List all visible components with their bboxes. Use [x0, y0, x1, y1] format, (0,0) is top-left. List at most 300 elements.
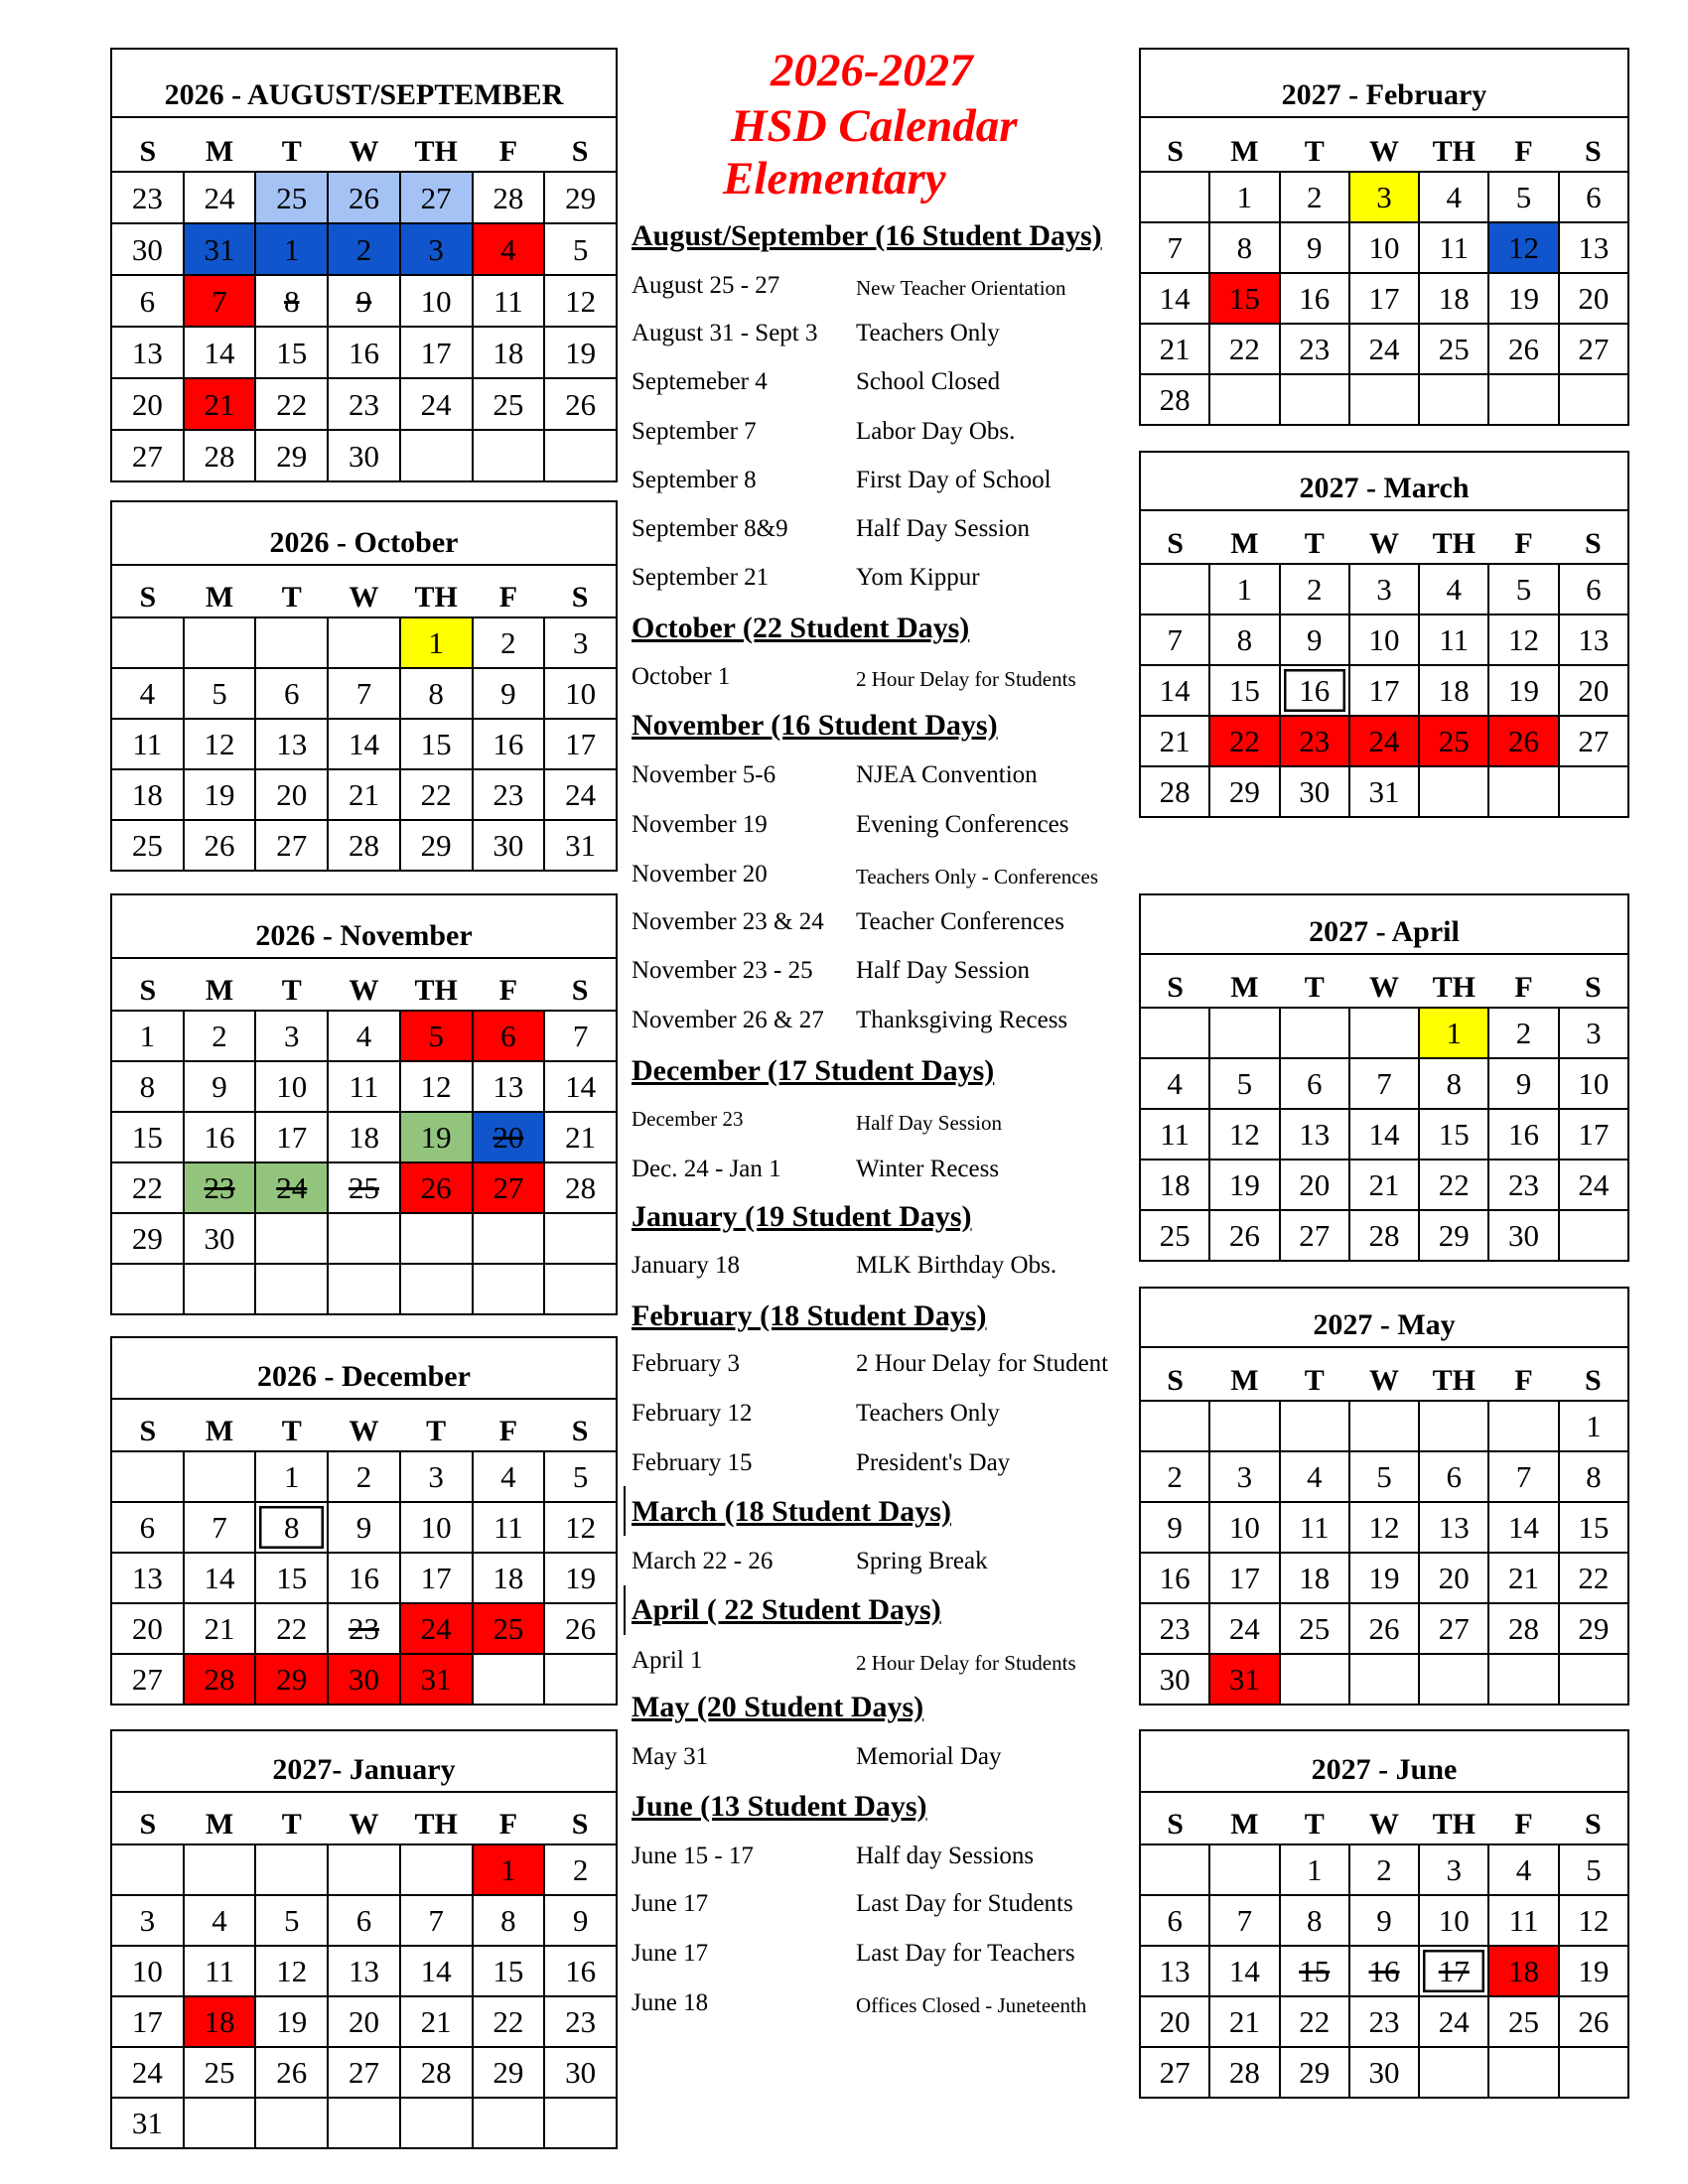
day-number: 13 [1578, 230, 1610, 265]
day-cell [111, 430, 184, 481]
day-cell [328, 719, 400, 769]
empty-day-cell [111, 1844, 184, 1895]
event-description: Yom Kippur [856, 564, 980, 591]
week-row [1140, 324, 1628, 374]
day-number: 5 [572, 231, 589, 267]
day-number: 12 [276, 1954, 308, 1988]
day-number: 23 [1368, 2004, 1400, 2039]
event-date: March 22 - 26 [632, 1548, 774, 1574]
day-cell [1349, 172, 1419, 222]
event-date: June 18 [632, 1989, 709, 2016]
day-cell [1559, 1553, 1628, 1603]
month-calendar-november [110, 893, 618, 1315]
day-cell [255, 1162, 328, 1213]
day-number: 3 [1586, 1016, 1602, 1050]
day-cell [1419, 1603, 1488, 1654]
event-description: Spring Break [856, 1548, 988, 1574]
day-cell [400, 1061, 473, 1112]
day-cell [1209, 1058, 1279, 1109]
day-number: 6 [1167, 1903, 1183, 1938]
weekday-header: M [184, 1399, 256, 1451]
day-number: 19 [204, 777, 235, 812]
day-cell [473, 378, 545, 430]
day-number: 8 [1446, 1066, 1463, 1101]
weekday-header: W [328, 1792, 400, 1844]
day-cell [1280, 172, 1349, 222]
day-number: 1 [1236, 572, 1253, 607]
day-number: 1 [1236, 180, 1253, 214]
empty-day-cell [1140, 172, 1209, 222]
day-cell [111, 223, 184, 275]
day-cell [1349, 614, 1419, 665]
day-cell [184, 430, 256, 481]
event-description: President's Day [856, 1449, 1011, 1476]
day-cell [1209, 172, 1279, 222]
day-number: 22 [1299, 2004, 1331, 2039]
day-number: 5 [1376, 1459, 1392, 1494]
weekday-header: T [1280, 1792, 1349, 1844]
empty-day-cell [1559, 1210, 1628, 1261]
day-cell [255, 327, 328, 378]
day-cell [1559, 1502, 1628, 1553]
day-number: 19 [1228, 1167, 1260, 1202]
empty-day-cell [1349, 1008, 1419, 1058]
day-cell [1349, 273, 1419, 324]
day-cell [1280, 273, 1349, 324]
empty-day-cell [400, 1213, 473, 1264]
month-section-heading: August/September (16 Student Days) [632, 219, 1102, 252]
day-number: 31 [1228, 1662, 1260, 1697]
day-cell [1209, 1895, 1279, 1946]
day-cell [1559, 1451, 1628, 1502]
weekday-header: W [328, 958, 400, 1011]
day-cell [1140, 1996, 1209, 2047]
month-section-heading: February (18 Student Days) [632, 1299, 987, 1332]
event-description: Teachers Only [856, 1400, 1000, 1427]
day-number: 24 [276, 1170, 308, 1205]
day-number: 21 [1159, 724, 1191, 758]
day-cell [1559, 1996, 1628, 2047]
day-number: 22 [1228, 332, 1260, 366]
week-row [111, 668, 617, 719]
empty-day-cell [1488, 1401, 1558, 1451]
day-number: 26 [565, 386, 597, 422]
day-number: 29 [1299, 2055, 1331, 2090]
weekday-header: S [1140, 954, 1209, 1008]
day-number: 7 [1167, 230, 1183, 265]
day-cell [544, 719, 617, 769]
day-number: 30 [131, 231, 163, 267]
empty-day-cell [328, 1844, 400, 1895]
day-cell [184, 275, 256, 327]
week-row [1140, 766, 1628, 817]
day-number: 19 [1508, 281, 1540, 316]
day-cell [1488, 324, 1558, 374]
week-row [1140, 1603, 1628, 1654]
day-cell [184, 1654, 256, 1705]
day-cell [1140, 1210, 1209, 1261]
day-cell [1419, 1109, 1488, 1160]
week-row [1140, 273, 1628, 324]
month-title: 2027 - April [1140, 894, 1628, 954]
day-cell [400, 769, 473, 820]
day-number: 6 [139, 283, 156, 319]
empty-day-cell [1140, 1401, 1209, 1451]
empty-day-cell [184, 1264, 256, 1314]
day-cell [1140, 324, 1209, 374]
day-number: 10 [131, 1954, 163, 1988]
day-number: 30 [204, 1221, 235, 1256]
weekday-header: M [1209, 954, 1279, 1008]
event-date: November 26 & 27 [632, 1007, 824, 1033]
week-row [111, 1844, 617, 1895]
week-row [1140, 1844, 1628, 1895]
day-cell [184, 1603, 256, 1654]
day-number: 27 [131, 438, 163, 474]
day-cell [111, 820, 184, 871]
day-cell [473, 327, 545, 378]
week-row [111, 1213, 617, 1264]
day-number: 1 [284, 1459, 300, 1494]
day-number: 7 [211, 1510, 227, 1545]
day-number: 26 [565, 1611, 597, 1646]
day-number: 25 [492, 1611, 524, 1646]
day-cell [1559, 1946, 1628, 1996]
event-date: Septemeber 4 [632, 368, 768, 395]
day-cell [328, 430, 400, 481]
month-calendar-june [1139, 1729, 1629, 2099]
day-number: 28 [420, 2055, 452, 2090]
day-cell [544, 1061, 617, 1112]
day-cell [1488, 665, 1558, 716]
empty-day-cell [255, 617, 328, 668]
day-cell [1280, 614, 1349, 665]
day-number: 11 [1299, 1510, 1330, 1545]
day-cell [1419, 1946, 1488, 1996]
day-cell [328, 172, 400, 223]
day-number: 21 [1228, 2004, 1260, 2039]
day-cell [1140, 1654, 1209, 1705]
event-description: Memorial Day [856, 1743, 1002, 1770]
day-cell [255, 1061, 328, 1112]
day-number: 15 [1578, 1510, 1610, 1545]
day-number: 8 [284, 1510, 300, 1545]
day-number: 28 [1368, 1218, 1400, 1253]
week-row [1140, 1553, 1628, 1603]
weekday-header: F [473, 1792, 545, 1844]
day-cell [1488, 1058, 1558, 1109]
day-number: 11 [492, 283, 523, 319]
day-number: 14 [1159, 281, 1191, 316]
day-cell [1209, 1603, 1279, 1654]
day-cell [400, 327, 473, 378]
empty-day-cell [111, 617, 184, 668]
day-number: 25 [204, 2055, 235, 2090]
day-number: 18 [492, 1561, 524, 1595]
week-row [1140, 222, 1628, 273]
day-cell [111, 1162, 184, 1213]
weekday-header: F [1488, 954, 1558, 1008]
event-description: MLK Birthday Obs. [856, 1252, 1057, 1279]
day-cell [1349, 1502, 1419, 1553]
day-cell [400, 1654, 473, 1705]
day-number: 14 [1159, 673, 1191, 708]
week-row [1140, 1654, 1628, 1705]
weekday-header: S [544, 565, 617, 617]
weekday-header: W [1349, 117, 1419, 172]
day-cell [1349, 1603, 1419, 1654]
week-row [1140, 172, 1628, 222]
day-number: 25 [1159, 1218, 1191, 1253]
day-number: 22 [1578, 1561, 1610, 1595]
day-number: 31 [565, 828, 597, 863]
day-cell [1419, 614, 1488, 665]
day-number: 9 [572, 1903, 589, 1938]
day-cell [111, 172, 184, 223]
weekday-header: S [1559, 954, 1628, 1008]
day-cell [1559, 564, 1628, 614]
day-cell [544, 275, 617, 327]
empty-day-cell [184, 617, 256, 668]
day-cell [184, 1502, 256, 1553]
day-cell [400, 1502, 473, 1553]
month-title: 2026 - November [111, 894, 617, 958]
day-number: 15 [420, 727, 452, 761]
day-cell [400, 378, 473, 430]
month-title: 2026 - December [111, 1337, 617, 1399]
day-number: 12 [565, 283, 597, 319]
empty-day-cell [400, 1264, 473, 1314]
day-number: 13 [348, 1954, 379, 1988]
weekday-header: T [255, 565, 328, 617]
empty-day-cell [1209, 1401, 1279, 1451]
day-cell [1349, 324, 1419, 374]
day-cell [1349, 1895, 1419, 1946]
day-cell [184, 1553, 256, 1603]
day-number: 20 [492, 1120, 524, 1155]
weekday-header: TH [1419, 1792, 1488, 1844]
weekday-header: F [473, 1399, 545, 1451]
day-number: 22 [420, 777, 452, 812]
calendar-title-level: Elementary [723, 153, 946, 205]
day-cell [328, 1011, 400, 1061]
day-cell [255, 275, 328, 327]
day-number: 4 [211, 1903, 227, 1938]
day-cell [473, 668, 545, 719]
weekday-header: W [1349, 1347, 1419, 1401]
day-cell [1209, 2047, 1279, 2098]
week-row [1140, 1996, 1628, 2047]
weekday-header: F [1488, 117, 1558, 172]
day-number: 24 [1368, 332, 1400, 366]
empty-day-cell [544, 1264, 617, 1314]
empty-day-cell [1280, 1008, 1349, 1058]
weekday-header: S [111, 1792, 184, 1844]
day-cell [1419, 324, 1488, 374]
day-number: 30 [348, 1662, 379, 1697]
day-number: 5 [1515, 180, 1532, 214]
day-number: 4 [500, 231, 516, 267]
day-cell [255, 172, 328, 223]
day-number: 19 [1368, 1561, 1400, 1595]
day-cell [111, 1213, 184, 1264]
day-cell [328, 1996, 400, 2047]
day-cell [1209, 1160, 1279, 1210]
day-cell [1209, 1109, 1279, 1160]
day-number: 1 [428, 625, 444, 660]
empty-day-cell [255, 1844, 328, 1895]
day-cell [328, 2047, 400, 2098]
day-number: 22 [276, 1611, 308, 1646]
day-number: 2 [500, 625, 516, 660]
month-title: 2026 - October [111, 501, 617, 565]
day-number: 16 [1508, 1117, 1540, 1152]
week-row [1140, 716, 1628, 766]
day-cell [255, 820, 328, 871]
day-number: 9 [1515, 1066, 1532, 1101]
day-cell [1488, 1996, 1558, 2047]
day-cell [255, 430, 328, 481]
month-section-heading: April ( 22 Student Days) [632, 1593, 941, 1626]
month-title: 2027- January [111, 1730, 617, 1792]
empty-day-cell [1419, 1401, 1488, 1451]
day-number: 27 [1578, 332, 1610, 366]
day-cell [473, 769, 545, 820]
weekday-header: TH [400, 565, 473, 617]
day-number: 14 [565, 1069, 597, 1104]
weekday-header: S [1140, 1347, 1209, 1401]
day-number: 6 [1586, 180, 1602, 214]
event-date: August 25 - 27 [632, 272, 780, 299]
day-number: 19 [1508, 673, 1540, 708]
day-cell [1419, 665, 1488, 716]
empty-day-cell [1140, 564, 1209, 614]
day-cell [1140, 1603, 1209, 1654]
day-cell [1209, 1946, 1279, 1996]
day-number: 5 [1586, 1852, 1602, 1887]
day-number: 26 [1578, 2004, 1610, 2039]
day-number: 31 [204, 231, 235, 267]
empty-day-cell [544, 1213, 617, 1264]
day-cell [1488, 1895, 1558, 1946]
day-cell [1140, 1946, 1209, 1996]
day-cell [1488, 1946, 1558, 1996]
day-number: 14 [1368, 1117, 1400, 1152]
day-number: 10 [565, 676, 597, 711]
week-row [111, 1553, 617, 1603]
week-row [1140, 564, 1628, 614]
event-date: November 5-6 [632, 761, 776, 788]
weekday-header: M [1209, 117, 1279, 172]
day-number: 12 [1228, 1117, 1260, 1152]
day-cell [473, 172, 545, 223]
weekday-header: W [328, 565, 400, 617]
day-number: 30 [348, 438, 379, 474]
day-cell [255, 1011, 328, 1061]
month-section-heading: March (18 Student Days) [632, 1495, 951, 1528]
day-cell [1140, 2047, 1209, 2098]
month-section-heading: June (13 Student Days) [632, 1790, 927, 1823]
day-number: 24 [1228, 1611, 1260, 1646]
day-number: 14 [204, 1561, 235, 1595]
day-number: 18 [1438, 673, 1470, 708]
day-cell [1140, 1895, 1209, 1946]
empty-day-cell [255, 2098, 328, 2148]
day-number: 21 [565, 1120, 597, 1155]
day-number: 26 [204, 828, 235, 863]
day-cell [1559, 665, 1628, 716]
day-cell [111, 1553, 184, 1603]
weekday-header: T [1280, 954, 1349, 1008]
day-cell [544, 1112, 617, 1162]
weekday-header: M [1209, 1792, 1279, 1844]
day-number: 29 [1578, 1611, 1610, 1646]
day-number: 9 [355, 1510, 372, 1545]
empty-day-cell [473, 1213, 545, 1264]
day-number: 3 [572, 625, 589, 660]
day-number: 10 [1578, 1066, 1610, 1101]
day-number: 17 [1438, 1954, 1470, 1988]
day-number: 20 [131, 386, 163, 422]
day-cell [1280, 1451, 1349, 1502]
weekday-header: TH [400, 117, 473, 172]
week-row [1140, 1895, 1628, 1946]
day-cell [1349, 1946, 1419, 1996]
weekday-header: TH [1419, 117, 1488, 172]
empty-day-cell [255, 1264, 328, 1314]
day-number: 11 [349, 1069, 379, 1104]
day-number: 12 [1578, 1903, 1610, 1938]
day-cell [1280, 1603, 1349, 1654]
day-number: 28 [1159, 774, 1191, 809]
day-cell [1209, 716, 1279, 766]
day-number: 29 [131, 1221, 163, 1256]
day-cell [400, 1946, 473, 1996]
day-number: 24 [565, 777, 597, 812]
day-number: 10 [1228, 1510, 1260, 1545]
day-number: 21 [1159, 332, 1191, 366]
day-cell [473, 223, 545, 275]
weekday-header: T [255, 958, 328, 1011]
day-number: 27 [492, 1170, 524, 1205]
day-cell [1280, 324, 1349, 374]
day-cell [184, 223, 256, 275]
weekday-header: S [544, 1792, 617, 1844]
empty-day-cell [1419, 766, 1488, 817]
day-number: 19 [565, 1561, 597, 1595]
week-row [111, 2098, 617, 2148]
week-row [111, 327, 617, 378]
day-number: 16 [1299, 673, 1331, 708]
month-calendar-january [110, 1729, 618, 2149]
month-section-heading: December (17 Student Days) [632, 1054, 995, 1087]
day-number: 20 [1159, 2004, 1191, 2039]
empty-day-cell [1419, 374, 1488, 425]
day-number: 4 [1306, 1459, 1323, 1494]
day-cell [1140, 1058, 1209, 1109]
weekday-header: T [255, 1792, 328, 1844]
day-number: 19 [565, 335, 597, 370]
weekday-header: S [1140, 117, 1209, 172]
day-number: 4 [355, 1019, 372, 1053]
day-cell [184, 1011, 256, 1061]
day-cell [1349, 1109, 1419, 1160]
week-row [111, 2047, 617, 2098]
day-cell [544, 1553, 617, 1603]
day-number: 10 [276, 1069, 308, 1104]
day-number: 9 [211, 1069, 227, 1104]
empty-day-cell [1488, 2047, 1558, 2098]
